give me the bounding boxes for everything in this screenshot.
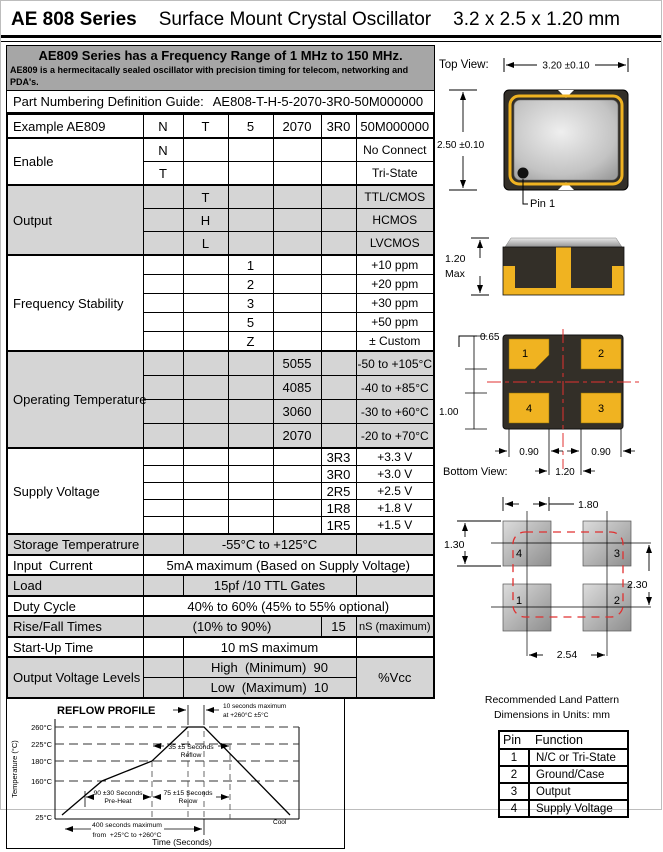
reflow-title: REFLOW PROFILE <box>57 705 156 717</box>
spec-row-ot-5055: Operating Temperature 5055 -50 to +105°C <box>7 351 434 376</box>
spec-label-frequency-stability: Frequency Stability <box>7 255 143 351</box>
spec-row-ot-4085: 4085 -40 to +85°C <box>7 376 434 400</box>
banner-subline: AE809 is a hermecitacally sealed oscillator with precision timing for telecom, networking and PDA's. <box>10 65 409 87</box>
dim-130-label: 1.30 <box>444 539 465 551</box>
spec-label-rise-fall: Rise/Fall Times <box>7 616 143 637</box>
reflow-peak-annotation <box>173 703 286 725</box>
spec-row-output-t: Output T TTL/CMOS <box>7 185 434 209</box>
pin-row-2: 2 Ground/Case <box>499 766 628 783</box>
preheat-line1: 90 ±30 Seconds <box>93 790 143 797</box>
total-line1: 400 seconds maximum <box>92 822 162 829</box>
caption-line2: Dimensions in Units: mm <box>493 709 611 721</box>
land-pad4-number: 4 <box>516 548 523 560</box>
spec-row-duty-cycle: Duty Cycle 40% to 60% (45% to 55% optional) <box>7 596 434 616</box>
spec-row-output-h: H HCMOS <box>7 209 434 232</box>
spec-row-output-l: L LVCMOS <box>7 232 434 256</box>
win35-line1: 35 ±5 Seconds <box>168 744 214 751</box>
ytick-180: 180°C <box>31 757 52 766</box>
spec-row-sv-1r5: 1R5 +1.5 V <box>7 517 434 535</box>
top-view-diagram <box>437 56 663 216</box>
spec-row-fs-z: Z ± Custom <box>7 332 434 352</box>
ytick-160: 160°C <box>31 777 52 786</box>
spec-row-storage-temperature: Storage Temperatrure -55°C to +125°C <box>7 534 434 555</box>
part-numbering-label: Part Numbering Definition Guide: <box>13 94 204 109</box>
spec-row-enable-n: Enable N No Connect <box>7 138 434 162</box>
side-view-package <box>503 238 624 295</box>
spec-row-sv-1r8: 1R8 +1.8 V <box>7 500 434 517</box>
win75-line1: 75 ±15 Seconds <box>163 790 213 797</box>
spec-row-output-voltage-low: Low (Maximum) 10 <box>7 678 434 699</box>
spec-row-fs-1: Frequency Stability 1 +10 ppm <box>7 255 434 275</box>
reflow-axes <box>55 719 299 819</box>
spec-row-fs-5: 5 +50 ppm <box>7 313 434 332</box>
spec-row-output-voltage-high: Output Voltage Levels High (Minimum) 90 %Vcc <box>7 657 434 678</box>
dim-100-label: 1.00 <box>439 407 459 418</box>
dim-120max-line1: 1.20 <box>445 253 466 265</box>
spec-table <box>6 113 435 699</box>
left-column <box>6 45 435 849</box>
land-pattern-diagram <box>437 491 663 671</box>
spec-label-output: Output <box>7 185 143 255</box>
spec-label-storage-temperature: Storage Temperatrure <box>7 534 143 555</box>
dim-120max-line2: Max <box>445 268 465 280</box>
dim-120-label: 1.20 <box>555 467 575 478</box>
top-view-width-dimension <box>504 58 628 72</box>
spec-label-startup-time: Start-Up Time <box>7 637 143 657</box>
bottom-view-package <box>487 329 639 469</box>
pin-row-1: 1 N/C or Tri-State <box>499 749 628 766</box>
spec-label-input-current: Input Current <box>7 555 143 575</box>
banner-headline: AE809 Series has a Frequency Range of 1 MHz to 150 MHz. <box>38 48 403 63</box>
spec-row-sv-2r5: 2R5 +2.5 V <box>7 483 434 500</box>
pin-row-4: 4 Supply Voltage <box>499 800 628 817</box>
caption-line1: Recommended Land Pattern <box>484 694 620 706</box>
top-view-package <box>504 90 628 190</box>
reflow-35s-annotation <box>153 744 229 759</box>
function-header: Function <box>529 731 628 749</box>
bottom-view-diagram <box>437 329 663 481</box>
land-180-dimension <box>503 497 574 511</box>
series-banner <box>6 45 435 91</box>
dim-230-label: 2.30 <box>627 579 648 591</box>
package-lid <box>514 100 618 180</box>
pad2-number: 2 <box>597 348 605 360</box>
ytick-25: 25°C <box>35 813 52 822</box>
reflow-profile-chart <box>7 699 344 847</box>
spec-row-sv-3r3: Supply Voltage 3R3 +3.3 V <box>7 448 434 466</box>
spec-row-input-current: Input Current 5mA maximum (Based on Supply Voltage) <box>7 555 434 575</box>
pin-table-header <box>499 731 628 749</box>
pin-row-3: 3 Output <box>499 783 628 800</box>
side-view-height-dimension <box>445 238 489 295</box>
part-numbering-value: AE808-T-H-5-2070-3R0-50M000000 <box>212 94 424 109</box>
peak-annotation-line2: at +260°C ±5°C <box>223 712 269 719</box>
spec-label-load: Load <box>7 575 143 596</box>
page-title <box>1 1 661 35</box>
bottom-view-label: Bottom View: <box>443 466 508 478</box>
spec-label-supply-voltage: Supply Voltage <box>7 448 143 534</box>
total-line2: from +25°C to +260°C <box>92 832 162 839</box>
reflow-ytick-labels <box>31 723 53 822</box>
land-pad1-number: 1 <box>516 595 523 607</box>
reflow-total-annotation <box>65 819 204 839</box>
product-title: Surface Mount Crystal Oscillator <box>158 9 432 30</box>
part-numbering-guide <box>6 91 435 113</box>
spec-row-ot-2070: 2070 -20 to +70°C <box>7 424 434 449</box>
dim-height-label: 2.50 ±0.10 <box>437 140 485 151</box>
side-lid <box>505 238 622 247</box>
dim-width-label: 3.20 ±0.10 <box>542 60 590 72</box>
top-view-height-dimension <box>437 90 485 190</box>
spec-row-startup-time: Start-Up Time 10 mS maximum <box>7 637 434 657</box>
spec-row-fs-3: 3 +30 ppm <box>7 294 434 313</box>
pin-header: Pin <box>499 731 529 749</box>
package-size: 3.2 x 2.5 x 1.20 mm <box>453 9 620 30</box>
dim-254-label: 2.54 <box>556 649 578 661</box>
spec-label-output-voltage: Output Voltage Levels <box>7 657 143 698</box>
series-title: AE 808 Series <box>11 9 137 30</box>
spec-row-rise-fall: Rise/Fall Times (10% to 90%) 15 nS (maximum) <box>7 616 434 637</box>
land-pad2-number: 2 <box>613 595 620 607</box>
spec-row-sv-3r0: 3R0 +3.0 V <box>7 466 434 483</box>
spec-label-duty-cycle: Duty Cycle <box>7 596 143 616</box>
dim-090-right-label: 0.90 <box>591 447 611 458</box>
spec-row-load: Load 15pf /10 TTL Gates <box>7 575 434 596</box>
reflow-y-axis-label: Temperature (°C) <box>10 740 19 798</box>
pin-function-table <box>498 730 629 818</box>
win35-line2: Reflow <box>180 752 202 759</box>
land-pattern-caption <box>441 693 663 723</box>
cool-label: Cool <box>273 819 287 826</box>
reflow-preheat-annotation <box>85 790 151 807</box>
dim-180-label: 1.80 <box>578 499 599 511</box>
spec-label-operating-temperature: Operating Temperature <box>7 351 143 448</box>
bottom-view-065-dimension <box>439 332 500 429</box>
ytick-260: 260°C <box>31 723 52 732</box>
preheat-line2: Pre-Heat <box>104 798 132 805</box>
land-pad3-number: 3 <box>613 548 620 560</box>
spec-row-example: Example AE809 N T 5 2070 3R0 50M000000 <box>7 114 434 138</box>
spec-row-fs-2: 2 +20 ppm <box>7 275 434 294</box>
dim-065-label: 0.65 <box>480 332 500 343</box>
pin1-dot <box>518 168 529 179</box>
spec-row-ot-3060: 3060 -30 to +60°C <box>7 400 434 424</box>
pin1-label: Pin 1 <box>530 198 556 210</box>
title-divider <box>1 35 661 42</box>
reflow-gridlines <box>55 727 299 781</box>
spec-label-example: Example AE809 <box>7 114 143 138</box>
pad4-number: 4 <box>525 403 533 415</box>
spec-row-enable-t: T Tri-State <box>7 162 434 186</box>
reflow-x-axis-label: Time (Seconds) <box>152 837 212 847</box>
dim-090-left-label: 0.90 <box>519 447 539 458</box>
win75-line2: Relow <box>178 798 198 805</box>
pad1-number: 1 <box>521 348 529 360</box>
top-view-label: Top View: <box>439 59 489 71</box>
peak-annotation-line1: 10 seconds maximum <box>223 703 287 710</box>
spec-label-enable: Enable <box>7 138 143 185</box>
reflow-profile-line <box>62 727 290 815</box>
reflow-profile-box <box>6 699 345 849</box>
pad3-number: 3 <box>597 403 605 415</box>
side-view-diagram <box>437 234 663 326</box>
ytick-225: 225°C <box>31 740 52 749</box>
reflow-75s-annotation <box>153 790 229 805</box>
